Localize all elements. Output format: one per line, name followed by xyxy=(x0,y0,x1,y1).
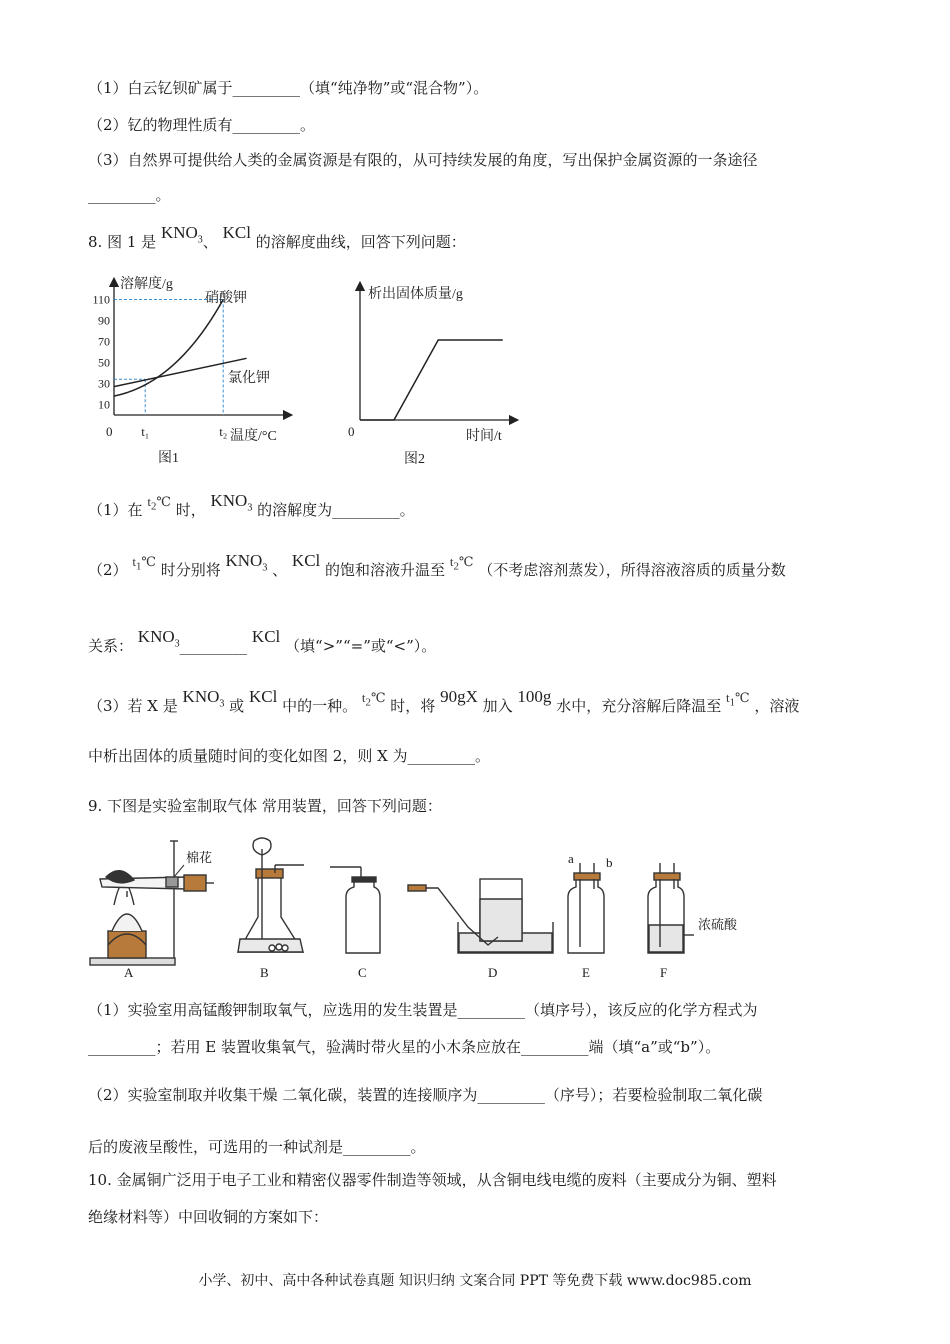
y-tick-label: 70 xyxy=(98,334,110,349)
port-a-label: a xyxy=(568,851,574,866)
label-cotton: 棉花 xyxy=(186,850,213,865)
text: 时， xyxy=(175,501,206,519)
symbol-t2: $t_2℃$ xyxy=(147,494,171,513)
formula-kcl: KCl xyxy=(291,551,321,570)
q9-part2-line2: 后的废液呈酸性，可选用的一种试剂是_________。 xyxy=(88,1138,426,1156)
apparatus-b xyxy=(238,838,304,952)
y-tick-label: 30 xyxy=(98,376,110,391)
formula-kcl: KCl xyxy=(222,223,251,242)
q8-part2-line1 xyxy=(88,551,786,587)
origin-label: 0 xyxy=(106,424,113,439)
text: 的溶解度为_________。 xyxy=(257,501,415,519)
y-tick-label: 110 xyxy=(92,292,110,307)
q8-intro xyxy=(88,223,466,259)
text: 关系： xyxy=(88,637,134,655)
q9-part1-line2: _________；若用 E 装置收集氧气，验满时带火星的小木条应放在_________端（填“a”或“b”）。 xyxy=(88,1038,721,1056)
text: 、 xyxy=(272,561,288,579)
text: 加入 xyxy=(482,697,513,715)
lab-apparatus-figure xyxy=(88,835,788,985)
page-footer: 小学、初中、高中各种试卷真题 知识归纳 文案合同 PPT 等免费下载 www.doc985.com xyxy=(198,1273,752,1289)
label-a: A xyxy=(124,965,134,980)
formula-kno3: $KNO_3$ xyxy=(137,627,180,650)
solubility-chart-fig1 xyxy=(88,272,313,468)
apparatus-e xyxy=(568,863,604,953)
x-tick-label: t₁ xyxy=(141,424,150,439)
q8-part3-line2: 中析出固体的质量随时间的变化如图 2，则 X 为_________。 xyxy=(88,747,491,765)
label-b: B xyxy=(260,965,269,980)
text: （填“>”“=”或“<”）。 xyxy=(285,637,437,655)
precipitate-line xyxy=(360,340,503,420)
series-label-kno3: 硝酸钾 xyxy=(205,291,247,306)
label-f: F xyxy=(660,965,668,980)
apparatus-c xyxy=(330,867,380,953)
figure-caption: 图2 xyxy=(404,452,425,467)
x-axis-label: 时间/t xyxy=(466,429,502,444)
symbol-t2: $t_2℃$ xyxy=(449,554,474,573)
q8-intro-text-b: 的溶解度曲线，回答下列问题： xyxy=(255,233,466,251)
q7-part3-line1: （3）自然界可提供给人类的金属资源是有限的，从可持续发展的角度，写出保护金属资源的一条途径 xyxy=(88,151,758,169)
q9-part1-line1: （1）实验室用高锰酸钾制取氧气，应选用的发生装置是_________（填序号），该反应的化学方程式为 xyxy=(88,1001,758,1019)
q10-line2: 绝缘材料等）中回收铜的方案如下： xyxy=(88,1208,329,1226)
q8-part1 xyxy=(88,491,415,527)
text: 中的一种。 xyxy=(282,697,358,715)
formula-kno3: $KNO_3$ xyxy=(210,491,253,514)
q8-part2-line2 xyxy=(88,627,437,663)
q8-part3-line1 xyxy=(88,687,800,723)
q7-part1: （1）白云钇钡矿属于_________（填“纯净物”或“混合物”）。 xyxy=(88,79,489,97)
formula-kcl: KCl xyxy=(248,687,278,706)
text: ，溶液 xyxy=(754,697,800,715)
q9-intro: 9. 下图是实验室制取气体 常用装置，回答下列问题： xyxy=(88,797,442,815)
x-tick-label: t₂ xyxy=(219,424,228,439)
symbol-t2: $t_2℃$ xyxy=(361,690,386,709)
y-tick-label: 10 xyxy=(98,397,110,412)
text: （不考虑溶剂蒸发），所得溶液溶质的质量分数 xyxy=(478,561,786,579)
text: （2） xyxy=(88,561,128,579)
text: （3）若 X 是 xyxy=(88,697,178,715)
label-d: D xyxy=(488,965,498,980)
x-axis-label: 温度/°C xyxy=(230,429,277,444)
y-tick-label: 90 xyxy=(98,313,110,328)
y-axis-label: 析出固体质量/g xyxy=(368,287,463,302)
formula-kno3: $KNO_3$ xyxy=(225,551,268,574)
text: 时，将 xyxy=(390,697,436,715)
apparatus-d xyxy=(408,879,553,953)
port-b-label: b xyxy=(606,855,613,870)
q7-part3-line2: _________。 xyxy=(88,186,171,204)
q7-part2: （2）钇的物理性质有_________。 xyxy=(88,116,316,134)
label-c: C xyxy=(358,965,367,980)
text: （1）在 xyxy=(88,501,143,519)
q9-part2-line1: （2）实验室制取并收集干燥 二氧化碳，装置的连接顺序为_________（序号）；若要检验制取二氧化碳 xyxy=(88,1086,763,1104)
symbol-t1: $t_1℃$ xyxy=(726,690,750,709)
answer-blank: _________ xyxy=(179,637,248,655)
q8-intro-text-a: 8. 图 1 是 xyxy=(88,233,157,251)
origin-label: 0 xyxy=(348,424,355,439)
text: 或 xyxy=(229,697,245,715)
mass-100g: 100g xyxy=(517,687,552,706)
y-tick-label: 50 xyxy=(98,355,110,370)
precipitate-chart-fig2 xyxy=(340,280,530,470)
formula-kno3: $KNO_3$ xyxy=(160,223,203,246)
label-conc-sulfuric-acid: 浓硫酸 xyxy=(698,917,738,932)
kcl-line xyxy=(114,358,247,386)
text: 时分别将 xyxy=(160,561,221,579)
separator: 、 xyxy=(202,233,218,251)
text: 水中，充分溶解后降温至 xyxy=(556,697,722,715)
symbol-t1: $t_1℃$ xyxy=(132,554,156,573)
series-label-kcl: 氯化钾 xyxy=(228,371,270,386)
mass-90g: 90gX xyxy=(440,687,478,706)
text: 的饱和溶液升温至 xyxy=(325,561,446,579)
formula-kno3: $KNO_3$ xyxy=(182,687,225,710)
y-axis-label: 溶解度/g xyxy=(120,277,173,292)
q10-line1: 10. 金属铜广泛用于电子工业和精密仪器零件制造等领域，从含铜电线电缆的废料（主要成分为铜、塑料 xyxy=(88,1171,777,1189)
apparatus-f xyxy=(648,863,694,953)
figure-caption: 图1 xyxy=(158,451,179,466)
kno3-curve xyxy=(114,300,223,397)
formula-kcl: KCl xyxy=(251,627,281,646)
label-e: E xyxy=(582,965,590,980)
